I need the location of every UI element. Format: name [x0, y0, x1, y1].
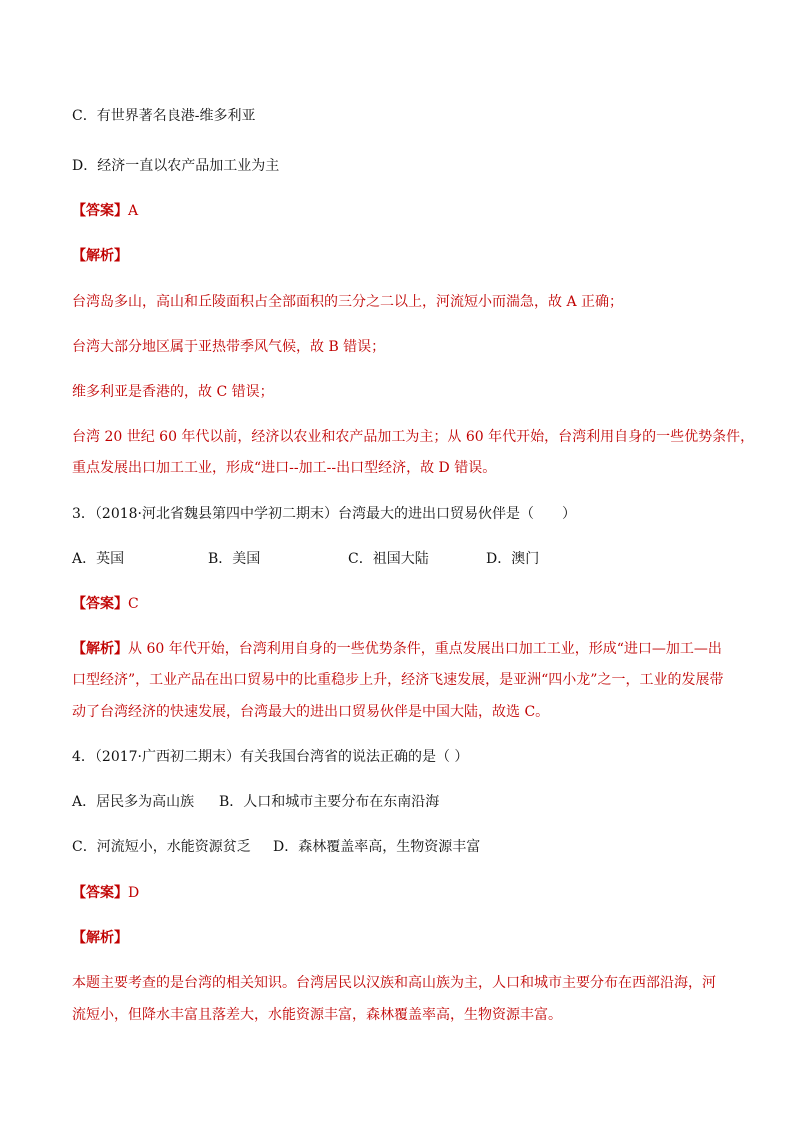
q3-analysis-line-first [72, 639, 732, 659]
q3-stem: 3．（2018·河北省魏县第四中学初二期末）台湾最大的进出口贸易伙伴是（ ） [72, 506, 576, 522]
answer-value: A [128, 203, 139, 219]
q3-options [72, 549, 732, 569]
q2-analysis-line: 台湾大部分地区属于亚热带季风气候，故 B 错误； [72, 339, 386, 355]
q4-option-b: B．人口和城市主要分布在东南沿海 [219, 794, 440, 810]
analysis-tag: 【解析】 [72, 930, 128, 946]
q4-option-c: C．河流短小，水能资源贫乏 [72, 839, 251, 855]
q3-option-b: B．美国 [208, 551, 261, 567]
answer-tag: 【答案】 [72, 885, 128, 901]
answer-tag: 【答案】 [72, 596, 128, 612]
q3-analysis-line: 口型经济”，工业产品在出口贸易中的比重稳步上升，经济飞速发展，是亚洲“四小龙”之一，工业的发展带 [72, 672, 724, 688]
q3-option-a: A．英国 [72, 551, 125, 567]
q4-answer [72, 883, 732, 903]
q4-options-row-2 [72, 837, 732, 857]
q2-option-d: D．经济一直以农产品加工业为主 [72, 158, 280, 174]
q4-analysis-line: 流短小，但降水丰富且落差大，水能资源丰富，森林覆盖率高，生物资源丰富。 [72, 1007, 562, 1023]
q3-answer [72, 594, 732, 614]
q4-option-a: A．居民多为高山族 [72, 794, 195, 810]
q3-analysis-line: 从 60 年代开始，台湾利用自身的一些优势条件，重点发展出口加工工业，形成“进口—加工—出 [128, 641, 722, 657]
analysis-tag: 【解析】 [72, 248, 128, 264]
answer-tag: 【答案】 [72, 203, 128, 219]
answer-value: C [128, 596, 139, 612]
q2-analysis-line: 台湾岛多山，高山和丘陵面积占全部面积的三分之二以上，河流短小而湍急，故 A 正确； [72, 294, 624, 310]
q3-analysis-line: 动了台湾经济的快速发展，台湾最大的进出口贸易伙伴是中国大陆，故选 C。 [72, 704, 550, 720]
q2-analysis-heading [72, 246, 732, 266]
q2-analysis-line: 维多利亚是香港的，故 C 错误； [72, 384, 274, 400]
analysis-tag: 【解析】 [72, 641, 128, 657]
q2-option-c: C．有世界著名良港-维多利亚 [72, 108, 256, 124]
q4-analysis-heading [72, 928, 732, 948]
q4-options-row-1 [72, 792, 732, 812]
q3-option-c: C．祖国大陆 [348, 551, 429, 567]
q2-analysis-line: 重点发展出口加工工业，形成“进口--加工--出口型经济，故 D 错误。 [72, 460, 497, 476]
answer-value: D [128, 885, 140, 901]
q4-option-d: D．森林覆盖率高，生物资源丰富 [273, 839, 481, 855]
q4-stem: 4．（2017·广西初二期末）有关我国台湾省的说法正确的是（ ） [72, 749, 469, 765]
q4-analysis-line: 本题主要考查的是台湾的相关知识。台湾居民以汉族和高山族为主，人口和城市主要分布在西部沿海，河 [72, 975, 716, 991]
q2-answer [72, 201, 732, 221]
q2-analysis-line: 台湾 20 世纪 60 年代以前，经济以农业和农产品加工为主；从 60 年代开始，台湾利用自身的一些优势条件， [72, 429, 755, 445]
q3-option-d: D．澳门 [486, 551, 540, 567]
